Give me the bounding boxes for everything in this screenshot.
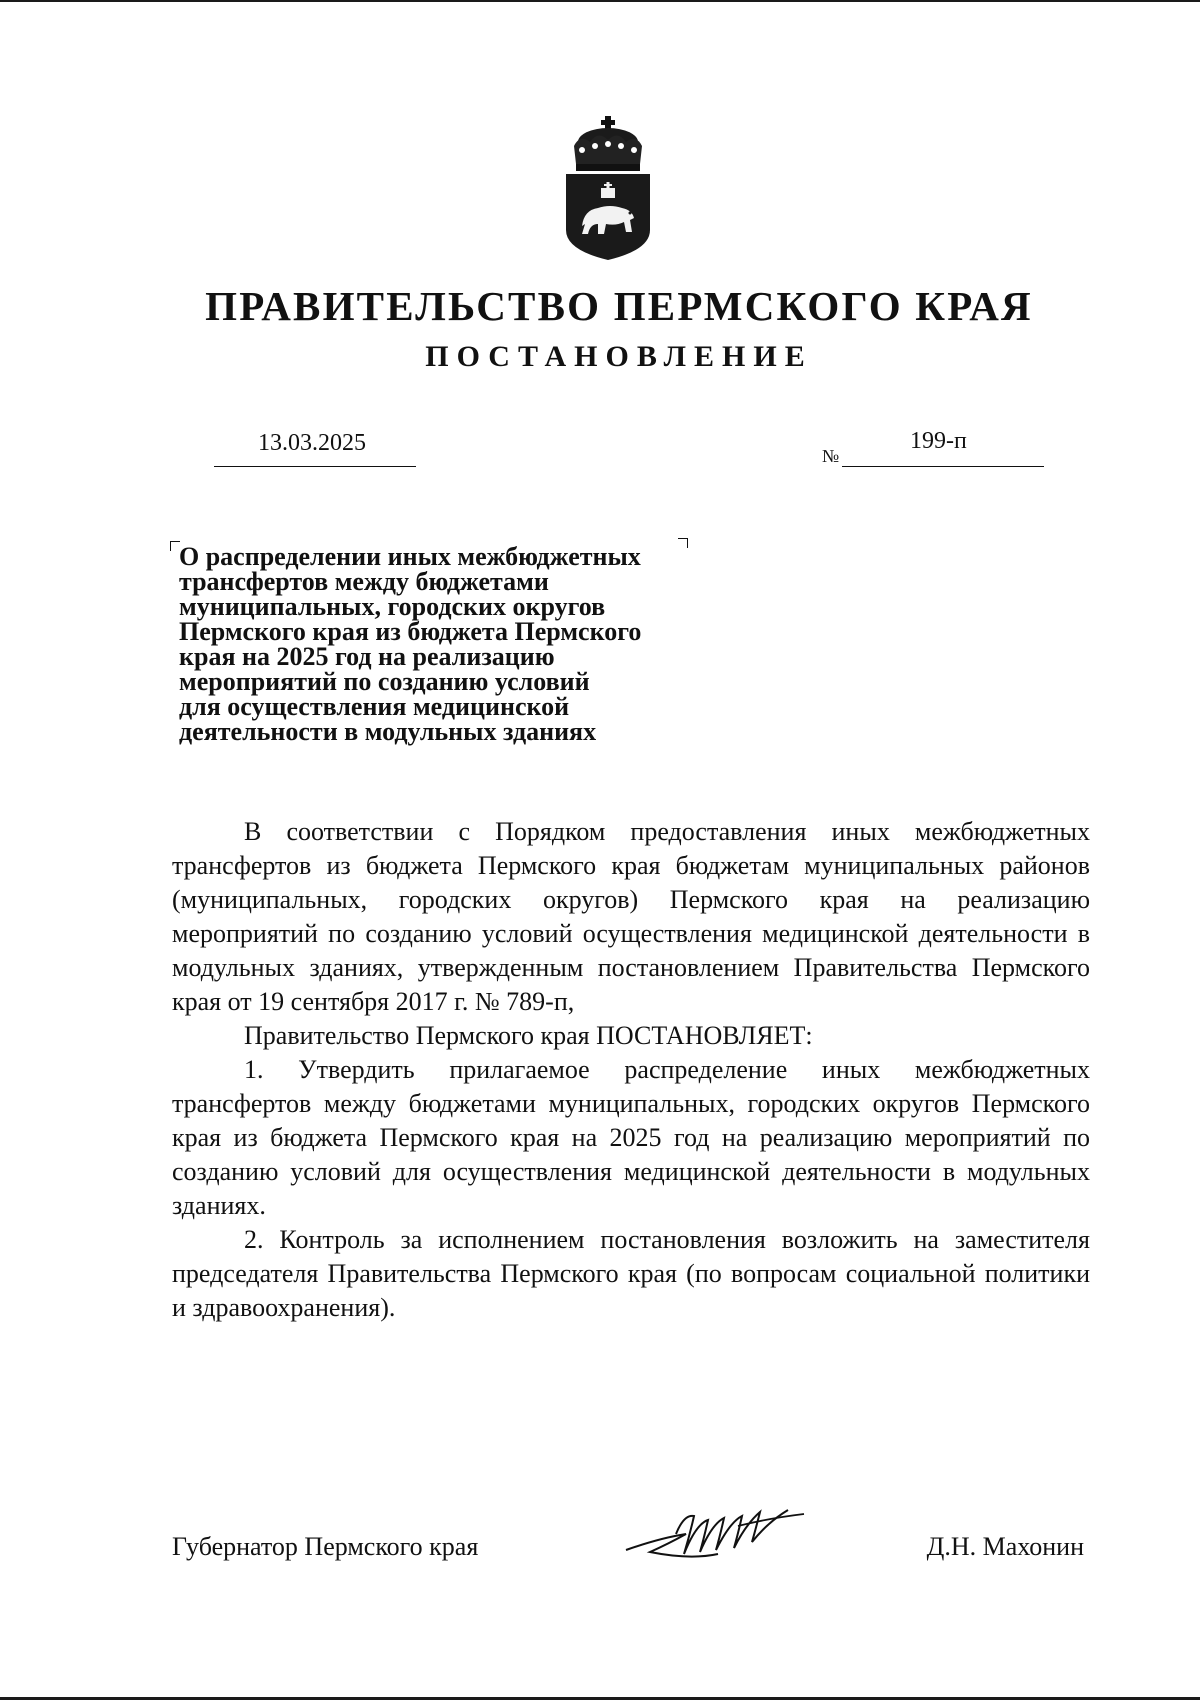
document-date-field [214,430,416,467]
body-paragraph-item-1: 1. Утвердить прилагаемое распределение иных межбюджетных трансфертов между бюджетами муниципальных, городских округов Пермского края из бюджета Пермского края на 2025 год на реализацию мероприятий по созданию условий для осуществления медицинской деятельности в модульных зданиях. [172,1055,1090,1220]
document-body [172,815,1090,1325]
document-type-title: ПОСТАНОВЛЕНИЕ [425,340,813,373]
subject-line: мероприятий по созданию условий [179,667,590,696]
perm-krai-coat-of-arms-icon [560,112,656,262]
subject-line: муниципальных, городских округов [179,592,606,621]
subject-line: деятельности в модульных зданиях [179,717,597,746]
document-date: 13.03.2025 [258,430,366,456]
document-number-field [842,428,1044,467]
signatory-name: Д.Н. Махонин [926,1532,1084,1561]
body-paragraph-preamble: В соответствии с Порядком предоставления иных межбюджетных трансфертов из бюджета Пермского края бюджетам муниципальных районов (муниципальных, городских округов) Пермского края на реализацию мероприятий по созданию условий осуществления медицинской деятельности в модульных зданиях, утвержденным постановлением Правительства Пермского края от 19 сентября 2017 г. № 789-п, [172,817,1090,1016]
subject-line: Пермского края из бюджета Пермского [179,617,642,646]
subject-line: для осуществления медицинской [179,692,570,721]
organization-title: ПРАВИТЕЛЬСТВО ПЕРМСКОГО КРАЯ [205,283,1033,329]
document-number: 199-п [910,428,967,454]
handwritten-signature [620,1494,810,1572]
subject-line: края на 2025 год на реализацию [179,642,555,671]
body-paragraph-item-2: 2. Контроль за исполнением постановления возложить на заместителя председателя Правительства Пермского края (по вопросам социальной политики и здравоохранения). [172,1225,1090,1322]
signatory-position: Губернатор Пермского края [172,1532,479,1561]
subject-line: трансфертов между бюджетами [179,567,549,596]
body-paragraph-resolves: Правительство Пермского края ПОСТАНОВЛЯЕТ: [244,1021,813,1050]
subject-line: О распределении иных межбюджетных [179,542,641,571]
document-number-label: № [822,446,840,466]
signature-block [172,1528,1090,1588]
document-subject [179,544,699,744]
scan-top-edge [0,0,1200,2]
